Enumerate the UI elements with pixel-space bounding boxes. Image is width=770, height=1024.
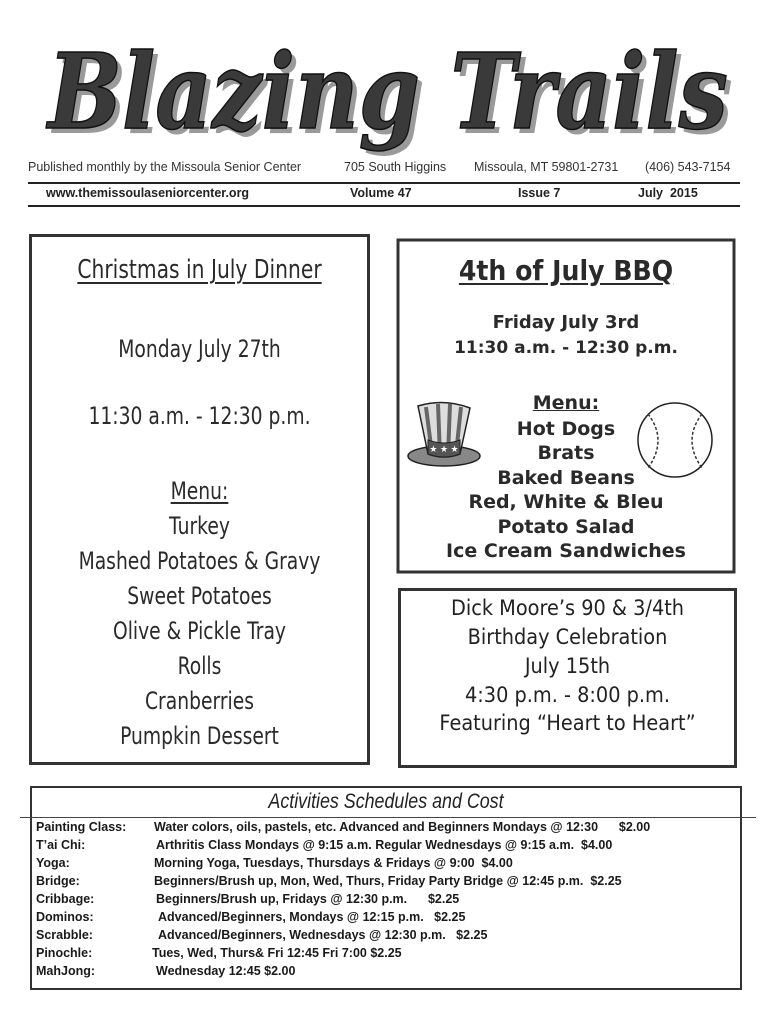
bottom-rule: [28, 205, 740, 207]
publication-line: [28, 160, 740, 182]
activity-name: MahJong:: [36, 964, 96, 978]
address-text: 705 South Higgins: [344, 160, 447, 174]
bbq-menu-item: Baked Beans: [497, 467, 635, 489]
activity-detail: Water colors, oils, pastels, etc. Advanced and Beginners Mondays @ 12:30 $2.00: [154, 820, 651, 834]
birthday-line: July 15th: [524, 654, 611, 678]
activities-schedule: [30, 786, 742, 990]
activity-name: Cribbage:: [36, 892, 95, 906]
christmas-menu-item: Mashed Potatoes & Gravy: [78, 547, 321, 575]
bbq-menu-item: Hot Dogs: [516, 418, 616, 440]
bbq-menu-heading: Menu:: [532, 392, 600, 414]
activity-detail: Arthritis Class Mondays @ 9:15 a.m. Regular Wednesdays @ 9:15 a.m. $4.00: [156, 838, 613, 852]
activity-detail: Morning Yoga, Tuesdays, Thursdays & Fridays @ 9:00 $4.00: [154, 856, 513, 870]
activity-name: Yoga:: [36, 856, 70, 870]
activity-detail: Beginners/Brush up, Mon, Wed, Thurs, Friday Party Bridge @ 12:45 p.m. $2.25: [154, 874, 622, 888]
svg-text:★ ★ ★: ★ ★ ★: [429, 444, 459, 454]
activity-detail: Beginners/Brush up, Fridays @ 12:30 p.m. $2.25: [156, 892, 460, 906]
christmas-menu-item: Cranberries: [144, 687, 255, 715]
activity-detail: Wednesday 12:45 $2.00: [156, 964, 296, 978]
birthday-line: 4:30 p.m. - 8:00 p.m.: [464, 683, 671, 707]
activity-detail: Advanced/Beginners, Mondays @ 12:15 p.m. $2.25: [158, 910, 466, 924]
birthday-line: Birthday Celebration: [467, 625, 668, 649]
christmas-menu-item: Sweet Potatoes: [127, 582, 272, 610]
activities-divider: [20, 817, 756, 818]
bbq-time: 11:30 a.m. - 12:30 p.m.: [454, 338, 678, 358]
bbq-menu-item: Ice Cream Sandwiches: [446, 540, 686, 562]
christmas-menu-item: Olive & Pickle Tray: [112, 617, 287, 645]
birthday-line: Dick Moore’s 90 & 3/4th: [450, 596, 685, 620]
activity-detail: Advanced/Beginners, Wednesdays @ 12:30 p.m. $2.25: [158, 928, 488, 942]
phone-text: (406) 543-7154: [645, 160, 731, 174]
activities-heading: Activities Schedules and Cost: [268, 790, 504, 813]
bbq-box: [390, 232, 742, 580]
activity-name: Painting Class:: [36, 820, 127, 834]
publisher-text: Published monthly by the Missoula Senior Center: [28, 160, 302, 174]
christmas-menu-item: Pumpkin Dessert: [120, 722, 279, 750]
masthead-logo: [30, 6, 740, 156]
top-rule: [28, 182, 740, 184]
christmas-menu-item: Rolls: [177, 652, 222, 680]
bbq-title: 4th of July BBQ: [458, 254, 674, 287]
christmas-time: 11:30 a.m. - 12:30 p.m.: [88, 402, 311, 430]
birthday-box: [398, 588, 737, 768]
activity-name: Scrabble:: [36, 928, 93, 942]
christmas-date: Monday July 27th: [118, 335, 281, 363]
activity-name: T’ai Chi:: [36, 838, 86, 852]
activity-name: Pinochle:: [36, 946, 93, 960]
bbq-menu-item: Brats: [537, 442, 595, 464]
issue-text: Issue 7: [518, 186, 561, 200]
uncle-sam-hat-icon: [404, 398, 482, 470]
website-link[interactable]: www.themissoulaseniorcenter.org: [46, 186, 250, 200]
christmas-dinner-box: [29, 234, 370, 765]
birthday-line: Featuring “Heart to Heart”: [439, 711, 696, 735]
bbq-menu-item: Red, White & Bleu: [468, 491, 664, 513]
activity-name: Dominos:: [36, 910, 94, 924]
issue-date: July 2015: [638, 186, 698, 200]
city-text: Missoula, MT 59801-2731: [474, 160, 619, 174]
christmas-title: Christmas in July Dinner: [77, 255, 322, 285]
christmas-menu-heading: Menu:: [170, 477, 229, 505]
issue-info-line: [28, 186, 740, 204]
masthead-title: Blazing Trails: [45, 30, 729, 153]
volume-text: Volume 47: [350, 186, 412, 200]
bbq-date: Friday July 3rd: [492, 312, 640, 333]
activity-detail: Tues, Wed, Thurs& Fri 12:45 Fri 7:00 $2.25: [152, 946, 402, 960]
masthead-title-shadow: Blazing Trails: [50, 35, 734, 156]
masthead: [30, 6, 740, 156]
activity-name: Bridge:: [36, 874, 80, 888]
bbq-menu-item: Potato Salad: [497, 516, 635, 538]
christmas-menu-item: Turkey: [169, 512, 230, 540]
baseball-icon: [634, 400, 716, 480]
